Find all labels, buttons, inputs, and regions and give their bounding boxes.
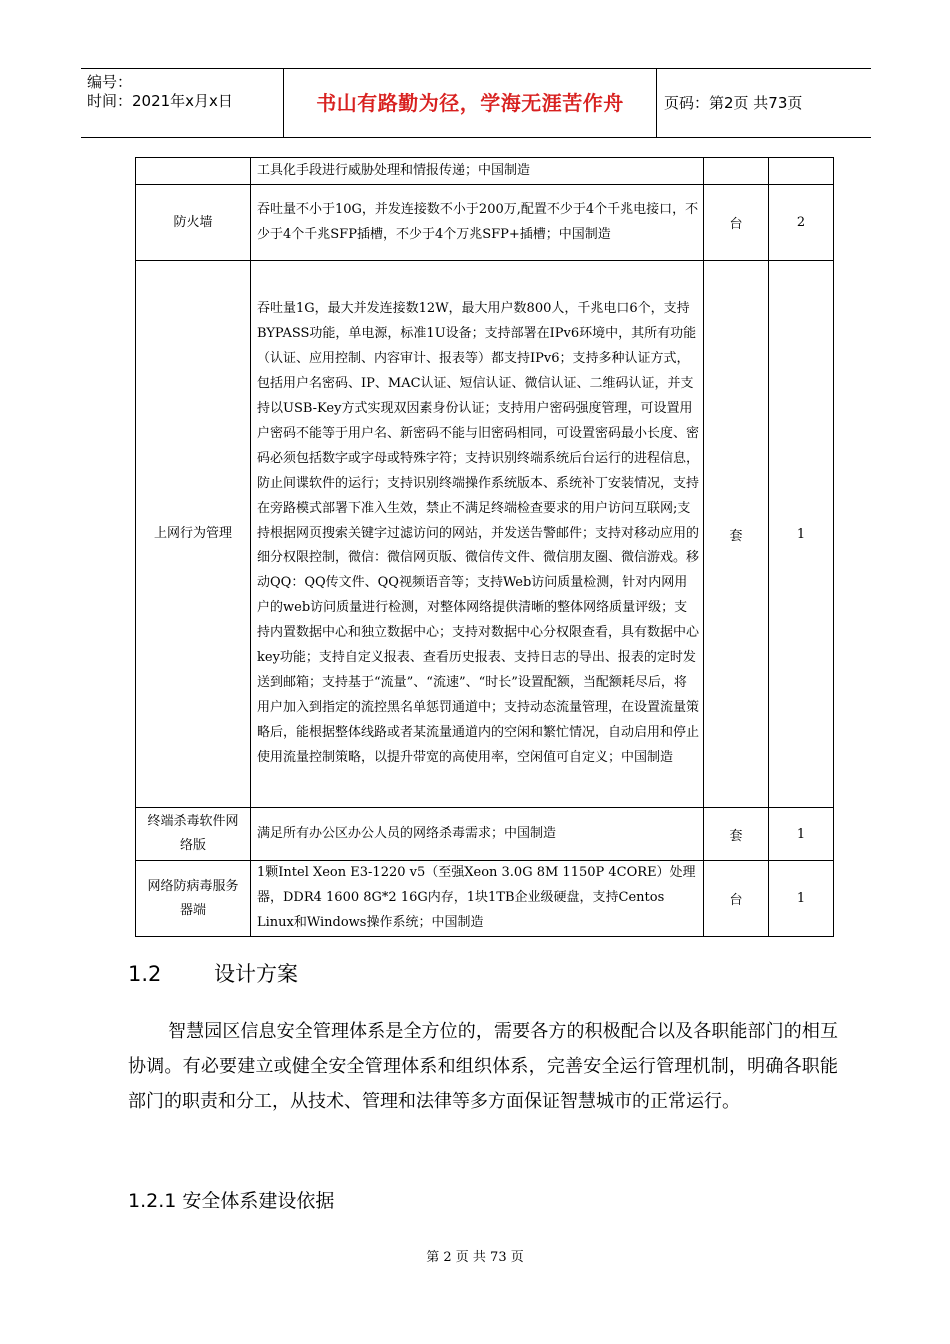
item-unit-cell: 台 — [704, 185, 769, 261]
document-number-label: 编号： — [87, 73, 133, 91]
table-row — [136, 861, 834, 937]
item-qty-cell: 1 — [769, 261, 834, 808]
section-number: 1.2 — [128, 962, 162, 986]
header-motto-cell — [283, 69, 657, 137]
header-page-cell — [656, 69, 871, 137]
item-unit-cell: 台 — [704, 861, 769, 937]
item-unit-cell — [704, 158, 769, 185]
header-meta-cell — [81, 69, 283, 137]
section-heading-1-2-1 — [128, 1186, 334, 1213]
document-time-label: 时间：2021年x月x日 — [87, 92, 233, 110]
item-unit-cell: 套 — [704, 808, 769, 861]
table-row — [136, 185, 834, 261]
page-footer: 第 2 页 共 73 页 — [426, 1250, 524, 1265]
item-name-cell — [136, 158, 251, 185]
item-desc-cell: 满足所有办公区办公人员的网络杀毒需求；中国制造 — [251, 808, 704, 861]
subsection-title: 安全体系建设依据 — [182, 1190, 335, 1212]
item-qty-cell: 2 — [769, 185, 834, 261]
subsection-number: 1.2.1 — [128, 1190, 177, 1212]
item-desc-cell: 吞吐量不小于10G，并发连接数不小于200万,配置不少于4个千兆电接口，不少于4个千兆SFP插槽，不少于4个万兆SFP+插槽；中国制造 — [251, 185, 704, 261]
item-name-cell: 网络防病毒服务器端 — [136, 861, 251, 937]
item-name-cell: 终端杀毒软件网络版 — [136, 808, 251, 861]
item-desc-cell: 吞吐量1G，最大并发连接数12W，最大用户数800人，千兆电口6个，支持BYPASS功能，单电源，标准1U设备；支持部署在IPv6环境中，其所有功能（认证、应用控制、内容审计、报表等）都支持IPv6；支持多种认证方式，包括用户名密码、IP、MAC认证、短信认证、微信认证、二维码认证，并支持以USB-Key方式实现双因素身份认证；支持用户密码强度管理，可设置用户密码不能等于用户名、新密码不能与旧密码相同，可设置密码最小长度、密码必须包括数字或字母或特殊字符；支持识别终端系统后台运行的进程信息，防止间谍软件的运行；支持识别终端操作系统版本、系统补丁安装情况，支持在旁路模式部署下准入生效，禁止不满足终端检查要求的用户访问互联网;支持根据网页搜索关键字过滤访问的网站，并发送告警邮件；支持对移动应用的细分权限控制，微信：微信网页版、微信传文件、微信朋友圈、微信游戏。移动QQ：QQ传文件、QQ视频语音等；支持Web访问质量检测，针对内网用户的web访问质量进行检测，对整体网络提供清晰的整体网络质量评级；支持内置数据中心和独立数据中心；支持对数据中心分权限查看，具有数据中心key功能；支持自定义报表、查看历史报表、支持日志的导出、报表的定时发送到邮箱；支持基于“流量”、“流速”、“时长”设置配额，当配额耗尽后，将用户加入到指定的流控黑名单惩罚通道中；支持动态流量管理，在设置流量策略后，能根据整体线路或者某流量通道内的空闲和繁忙情况，自动启用和停止使用流量控制策略，以提升带宽的高使用率，空闲值可自定义；中国制造 — [251, 261, 704, 808]
page-header — [81, 68, 871, 138]
item-qty-cell: 1 — [769, 808, 834, 861]
header-motto: 书山有路勤为径，学海无涯苦作舟 — [316, 91, 624, 115]
item-desc-cell: 1颗Intel Xeon E3-1220 v5（至强Xeon 3.0G 8M 1150P 4CORE）处理器，DDR4 1600 8G*2 16G内存，1块1TB企业级硬盘，支持Centos Linux和Windows操作系统；中国制造 — [251, 861, 704, 937]
table-row — [136, 261, 834, 808]
item-unit-cell: 套 — [704, 261, 769, 808]
item-desc-cell: 工具化手段进行威胁处理和情报传递；中国制造 — [251, 158, 704, 185]
item-qty-cell: 1 — [769, 861, 834, 937]
header-page-info: 页码：第2页 共73页 — [664, 94, 803, 112]
section-heading-1-2 — [128, 958, 298, 988]
section-paragraph: 智慧园区信息安全管理体系是全方位的，需要各方的积极配合以及各职能部门的相互协调。有必要建立或健全安全管理体系和组织体系，完善安全运行管理机制，明确各职能部门的职责和分工，从技术、管理和法律等多方面保证智慧城市的正常运行。 — [128, 1021, 838, 1112]
item-name-cell: 上网行为管理 — [136, 261, 251, 808]
section-title: 设计方案 — [214, 962, 298, 986]
item-qty-cell — [769, 158, 834, 185]
equipment-spec-table — [135, 157, 834, 937]
item-name-cell: 防火墙 — [136, 185, 251, 261]
table-row — [136, 158, 834, 185]
table-row — [136, 808, 834, 861]
